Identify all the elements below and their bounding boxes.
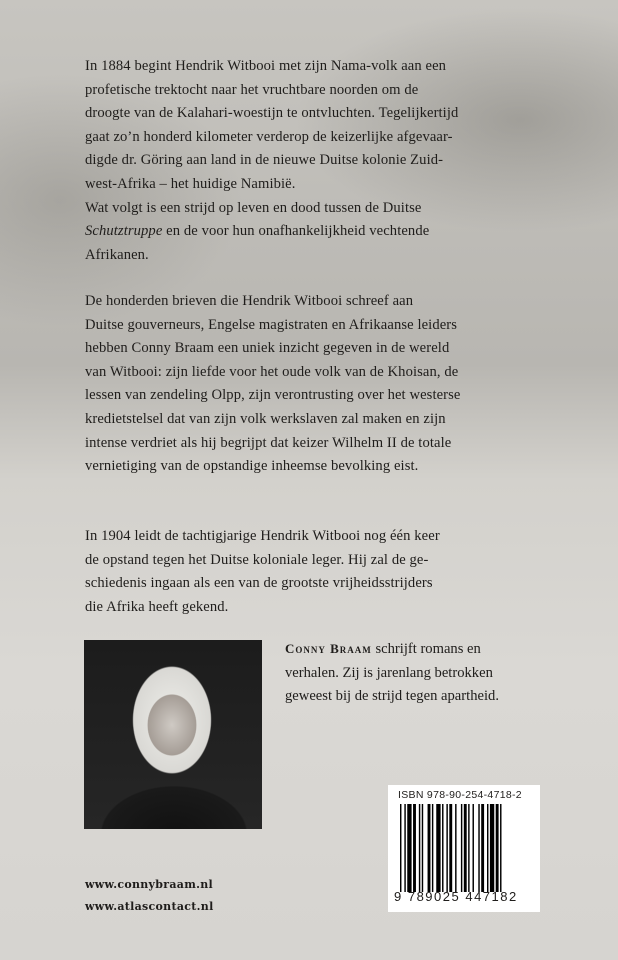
barcode-bar (407, 804, 411, 892)
barcode-bar (422, 804, 423, 892)
barcode-bar (449, 804, 452, 892)
text-line: die Afrika heeft gekend. (85, 598, 229, 615)
barcode-bars (400, 804, 530, 892)
text-line: Afrikanen. (85, 246, 149, 263)
barcode-bar (500, 804, 501, 892)
barcode-bar (487, 804, 488, 892)
text-line: west-Afrika – het huidige Namibië. (85, 175, 296, 192)
barcode-bar (436, 804, 440, 892)
barcode-bar (455, 804, 456, 892)
text-line: Wat volgt is een strijd op leven en dood tussen de Duitse (85, 199, 422, 216)
barcode-bar (419, 804, 420, 892)
text-line: profetische trektocht naar het vruchtbare noorden om de (85, 81, 419, 98)
barcode-bar (461, 804, 462, 892)
text-line: De honderden brieven die Hendrik Witbooi schreef aan (85, 293, 414, 309)
text-line (85, 220, 605, 244)
text-line: In 1884 begint Hendrik Witbooi met zijn Nama-volk aan een (85, 58, 447, 74)
author-bio (285, 637, 499, 709)
barcode-bar (473, 804, 474, 892)
ean-number: 9 789025 447182 (394, 889, 518, 904)
link-author-website[interactable]: www.connybraam.nl (85, 878, 214, 891)
barcode-bar (442, 804, 443, 892)
text-line: intense verdriet als hij begrijpt dat keizer Wilhelm II de totale (85, 434, 452, 451)
paragraph-1904 (85, 525, 605, 619)
author-name: Conny Braam (285, 641, 372, 656)
barcode-bar (464, 804, 467, 892)
text-line: lessen van zendeling Olpp, zijn verontrusting over het westerse (85, 387, 461, 404)
barcode-bar (404, 804, 405, 892)
text-line: digde dr. Göring aan land in de nieuwe Duitse kolonie Zuid- (85, 152, 444, 169)
barcode-bar (468, 804, 469, 892)
text-line: In 1904 leidt de tachtigjarige Hendrik Witbooi nog één keer (85, 528, 440, 544)
barcode-bar (478, 804, 479, 892)
author-photo (84, 640, 262, 829)
barcode-bar (446, 804, 447, 892)
barcode-bar (481, 804, 484, 892)
paragraph-intro (85, 55, 605, 267)
text-line (285, 637, 499, 662)
text-line: geweest bij de strijd tegen apartheid. (285, 688, 499, 705)
barcode-bar (490, 804, 494, 892)
text-segment: en de voor hun onafhankelijkheid vechtende (162, 223, 430, 240)
text-line: van Witbooi: zijn liefde voor het oude volk van de Khoisan, de (85, 363, 459, 380)
text-segment: schrijft romans en (371, 641, 481, 657)
italic-term: Schutztruppe (85, 223, 163, 240)
paragraph-letters (85, 290, 605, 479)
barcode-bar (432, 804, 433, 892)
text-line: Duitse gouverneurs, Engelse magistraten en Afrikaanse leiders (85, 316, 458, 333)
barcode-bar (428, 804, 431, 892)
barcode-bar (496, 804, 499, 892)
text-line: vernietiging van de opstandige inheemse bevolking eist. (85, 458, 419, 475)
barcode-bar (400, 804, 401, 892)
text-line: schiedenis ingaan als een van de grootste vrijheidsstrijders (85, 575, 433, 592)
text-line: de opstand tegen het Duitse koloniale leger. Hij zal de ge- (85, 551, 429, 568)
text-line: kredietstelsel dat van zijn volk werkslaven zal maken en zijn (85, 410, 446, 427)
barcode-bar (413, 804, 416, 892)
text-line: hebben Conny Braam een uniek inzicht gegeven in de wereld (85, 340, 450, 357)
text-line: verhalen. Zij is jarenlang betrokken (285, 664, 493, 681)
isbn-label: ISBN 978-90-254-4718-2 (398, 789, 522, 801)
text-line: droogte van de Kalahari-woestijn te ontvluchten. Tegelijkertijd (85, 105, 459, 122)
link-publisher-website[interactable]: www.atlascontact.nl (85, 900, 214, 913)
text-line: gaat zo’n honderd kilometer verderop de keizerlijke afgevaar- (85, 128, 453, 145)
isbn-barcode (388, 785, 540, 912)
